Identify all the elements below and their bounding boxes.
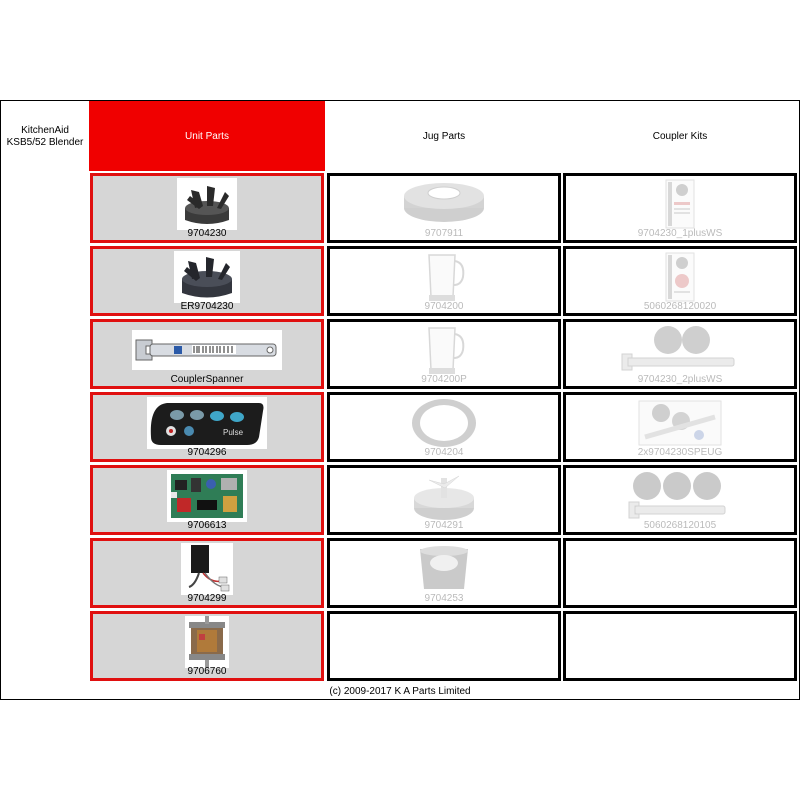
part-code[interactable]: 9704299 — [187, 593, 227, 604]
tab-unit-parts[interactable] — [89, 101, 325, 171]
kit-three-coupler-icon — [566, 470, 794, 522]
product-title — [1, 125, 89, 149]
product-model: KSB5/52 Blender — [6, 137, 84, 148]
copyright-footer: (c) 2009-2017 K A Parts Limited — [329, 686, 471, 697]
svg-text:Pulse: Pulse — [223, 428, 244, 437]
part-cell-9704291[interactable] — [327, 465, 561, 535]
part-cell-2x9704230SPEUG[interactable] — [563, 392, 797, 462]
part-code[interactable]: 2x9704230SPEUG — [637, 447, 723, 458]
tab-coupler-kits-label: Coupler Kits — [652, 130, 708, 142]
part-cell-9704230_1plusWS[interactable] — [563, 173, 797, 243]
part-code[interactable]: 9706613 — [187, 520, 227, 531]
motor-icon — [93, 616, 321, 668]
part-code[interactable]: 9704253 — [424, 593, 464, 604]
part-code[interactable]: 9704230_2plusWS — [637, 374, 723, 385]
kit-card-icon — [566, 397, 794, 449]
part-cell-9706760[interactable] — [90, 611, 324, 681]
product-title-column — [1, 101, 89, 699]
part-cell-5060268120020[interactable] — [563, 246, 797, 316]
part-cell-9704296[interactable] — [90, 392, 324, 462]
part-code[interactable]: 9704230_1plusWS — [637, 228, 723, 239]
part-cell-9704204[interactable] — [327, 392, 561, 462]
gasket-ring-icon — [330, 397, 558, 449]
tab-unit-parts-label: Unit Parts — [185, 130, 229, 142]
control-panel-icon — [93, 397, 321, 449]
part-code[interactable]: 9704230 — [187, 228, 227, 239]
part-cell-9704230_2plusWS[interactable] — [563, 319, 797, 389]
part-code[interactable]: 9704200P — [421, 374, 467, 385]
part-cell-5060268120105[interactable] — [563, 465, 797, 535]
part-cell-9706613[interactable] — [90, 465, 324, 535]
kit-card-icon — [566, 251, 794, 303]
tab-jug-parts-label: Jug Parts — [422, 130, 466, 142]
empty-cell — [327, 611, 561, 681]
jug-icon — [330, 324, 558, 376]
kit-two-coupler-icon — [566, 324, 794, 376]
lid-icon — [330, 178, 558, 230]
product-brand: KitchenAid — [21, 125, 69, 136]
part-cell-9704200P[interactable] — [327, 319, 561, 389]
part-cell-9704253[interactable] — [327, 538, 561, 608]
empty-cell — [563, 538, 797, 608]
part-code[interactable]: 9706760 — [187, 666, 227, 677]
tab-coupler-kits[interactable] — [563, 101, 797, 171]
coupler-icon — [93, 251, 321, 303]
spanner-icon — [93, 324, 321, 376]
part-code[interactable]: 9704204 — [424, 447, 464, 458]
part-cell-9704230[interactable] — [90, 173, 324, 243]
jug-base-icon — [330, 543, 558, 595]
empty-cell — [563, 611, 797, 681]
part-cell-ER9704230[interactable] — [90, 246, 324, 316]
kit-card-icon — [566, 178, 794, 230]
power-module-icon — [93, 543, 321, 595]
part-code[interactable]: ER9704230 — [180, 301, 234, 312]
part-code[interactable]: 5060268120020 — [643, 301, 717, 312]
part-code[interactable]: 5060268120105 — [643, 520, 717, 531]
tab-jug-parts[interactable] — [327, 101, 561, 171]
part-code[interactable]: 9704291 — [424, 520, 464, 531]
part-code[interactable]: 9704296 — [187, 447, 227, 458]
parts-table — [0, 100, 800, 700]
circuit-board-icon — [93, 470, 321, 522]
part-cell-9707911[interactable] — [327, 173, 561, 243]
part-code[interactable]: 9707911 — [424, 228, 464, 239]
part-code[interactable]: CouplerSpanner — [170, 374, 244, 385]
part-cell-CouplerSpanner[interactable] — [90, 319, 324, 389]
part-code[interactable]: 9704200 — [424, 301, 464, 312]
blade-assembly-icon — [330, 470, 558, 522]
coupler-icon — [93, 178, 321, 230]
part-cell-9704299[interactable] — [90, 538, 324, 608]
jug-icon — [330, 251, 558, 303]
part-cell-9704200[interactable] — [327, 246, 561, 316]
